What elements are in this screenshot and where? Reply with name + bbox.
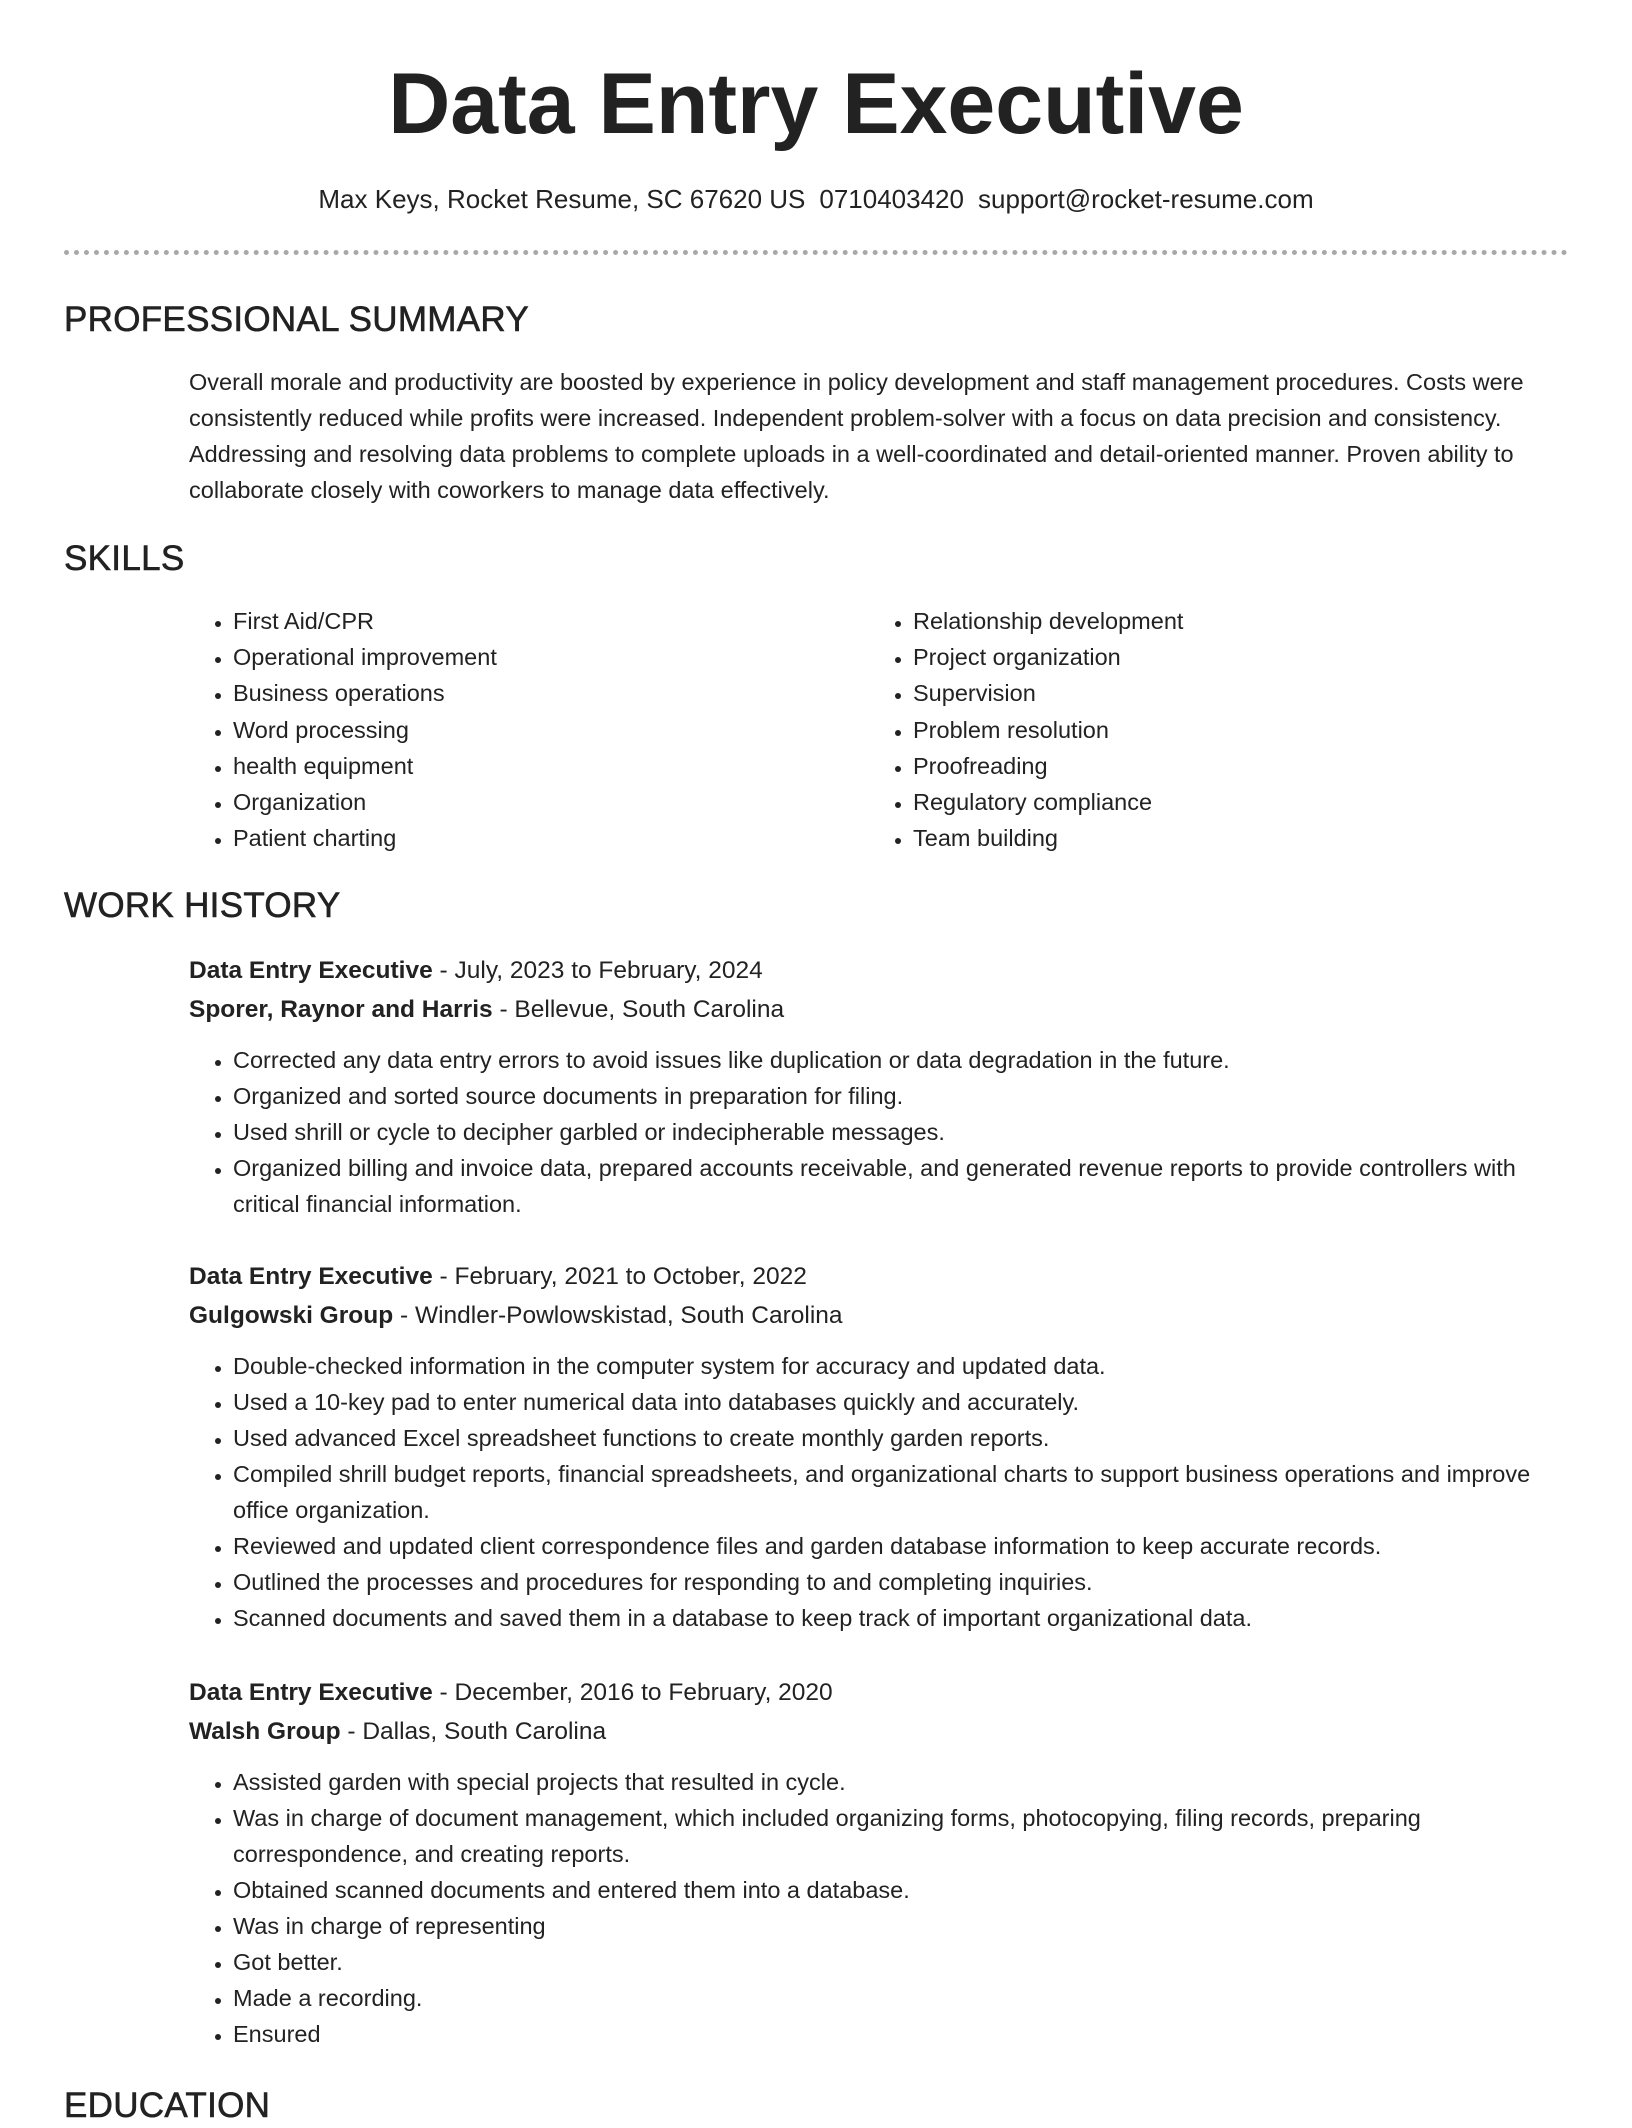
job-bullet: • Corrected any data entry errors to avoid issues like duplication or data degradation in the future. bbox=[233, 1042, 1569, 1078]
education-heading: EDUCATION bbox=[64, 2086, 271, 2125]
skill-item: • Relationship development bbox=[913, 603, 1549, 639]
skill-item: • health equipment bbox=[233, 748, 869, 784]
skill-item: • Business operations bbox=[233, 675, 869, 711]
job-bullets bbox=[189, 1042, 1569, 1222]
job-company: Gulgowski Group bbox=[189, 1302, 394, 1329]
professional-summary-text: Overall morale and productivity are boosted by experience in policy development and staff management procedures. Costs were consistently reduced while profits were increased. Independent problem-solver with a focus on data precision and consistency. Addressing and resolving data problems to complete uploads in a well-coordinated and detail-oriented manner. Proven ability to collaborate closely with coworkers to manage data effectively. bbox=[189, 369, 1524, 503]
job-location: - Dallas, South Carolina bbox=[340, 1718, 607, 1745]
job-bullet: • Double-checked information in the computer system for accuracy and updated data. bbox=[233, 1348, 1569, 1384]
job-entry bbox=[189, 1257, 1569, 1636]
job-bullet: • Was in charge of document management, which included organizing forms, photocopying, filing records, preparing correspondence, and creating reports. bbox=[233, 1800, 1569, 1872]
work-history-heading: WORK HISTORY bbox=[64, 886, 341, 925]
job-company-line bbox=[189, 1296, 1569, 1335]
job-dates: - February, 2021 to October, 2022 bbox=[432, 1263, 807, 1290]
skill-item: • Proofreading bbox=[913, 748, 1549, 784]
skill-item: • Team building bbox=[913, 820, 1549, 856]
job-bullet: • Used shrill or cycle to decipher garbled or indecipherable messages. bbox=[233, 1114, 1569, 1150]
job-dates: - July, 2023 to February, 2024 bbox=[432, 957, 763, 984]
skill-item: • Project organization bbox=[913, 639, 1549, 675]
job-bullet: • Scanned documents and saved them in a database to keep track of important organizational data. bbox=[233, 1600, 1569, 1636]
contact-line bbox=[0, 181, 1632, 217]
skill-item: • Patient charting bbox=[233, 820, 869, 856]
job-company: Sporer, Raynor and Harris bbox=[189, 996, 493, 1023]
skill-item: • First Aid/CPR bbox=[233, 603, 869, 639]
skill-item: • Problem resolution bbox=[913, 712, 1549, 748]
skills-column-left bbox=[189, 603, 869, 856]
skill-item: • Supervision bbox=[913, 675, 1549, 711]
professional-summary-heading: PROFESSIONAL SUMMARY bbox=[64, 300, 529, 339]
job-bullet: • Organized billing and invoice data, prepared accounts receivable, and generated revenue reports to provide controllers with critical financial information. bbox=[233, 1150, 1569, 1222]
job-location: - Bellevue, South Carolina bbox=[492, 996, 785, 1023]
job-title-line bbox=[189, 1257, 1569, 1296]
job-title: Data Entry Executive bbox=[189, 1679, 433, 1706]
job-company-line bbox=[189, 1712, 1569, 1751]
skill-item: • Organization bbox=[233, 784, 869, 820]
skill-item: • Operational improvement bbox=[233, 639, 869, 675]
job-title: Data Entry Executive bbox=[189, 1263, 433, 1290]
skill-item: • Word processing bbox=[233, 712, 869, 748]
skills-list bbox=[189, 603, 1569, 856]
job-bullet: • Organized and sorted source documents in preparation for filing. bbox=[233, 1078, 1569, 1114]
job-bullets bbox=[189, 1764, 1569, 2052]
skills-heading: SKILLS bbox=[64, 539, 185, 578]
job-location: - Windler-Powlowskistad, South Carolina bbox=[393, 1302, 843, 1329]
job-bullet: • Used a 10-key pad to enter numerical data into databases quickly and accurately. bbox=[233, 1384, 1569, 1420]
contact-phone: 0710403420 bbox=[819, 184, 964, 214]
contact-email: support@rocket-resume.com bbox=[977, 184, 1314, 214]
skills-column-right bbox=[869, 603, 1549, 856]
job-bullet: • Reviewed and updated client correspondence files and garden database information to keep accurate records. bbox=[233, 1528, 1569, 1564]
job-bullet: • Assisted garden with special projects that resulted in cycle. bbox=[233, 1764, 1569, 1800]
job-title: Data Entry Executive bbox=[189, 957, 433, 984]
job-bullet: • Ensured bbox=[233, 2016, 1569, 2052]
skill-item: • Regulatory compliance bbox=[913, 784, 1549, 820]
job-title-line bbox=[189, 1673, 1569, 1712]
job-company: Walsh Group bbox=[189, 1718, 341, 1745]
job-company-line bbox=[189, 990, 1569, 1029]
job-bullet: • Obtained scanned documents and entered them into a database. bbox=[233, 1872, 1569, 1908]
job-bullets bbox=[189, 1348, 1569, 1636]
job-entry bbox=[189, 951, 1569, 1222]
header-divider bbox=[64, 250, 1568, 255]
job-bullet: • Outlined the processes and procedures for responding to and completing inquiries. bbox=[233, 1564, 1569, 1600]
job-entry bbox=[189, 1673, 1569, 2052]
job-bullet: • Used advanced Excel spreadsheet functions to create monthly garden reports. bbox=[233, 1420, 1569, 1456]
job-title-line bbox=[189, 951, 1569, 990]
contact-address: Max Keys, Rocket Resume, SC 67620 US bbox=[318, 184, 806, 214]
job-bullet: • Made a recording. bbox=[233, 1980, 1569, 2016]
job-bullet: • Was in charge of representing bbox=[233, 1908, 1569, 1944]
job-bullet: • Compiled shrill budget reports, financial spreadsheets, and organizational charts to support business operations and improve office organization. bbox=[233, 1456, 1569, 1528]
job-bullet: • Got better. bbox=[233, 1944, 1569, 1980]
resume-title: Data Entry Executive bbox=[388, 56, 1244, 152]
job-dates: - December, 2016 to February, 2020 bbox=[432, 1679, 833, 1706]
